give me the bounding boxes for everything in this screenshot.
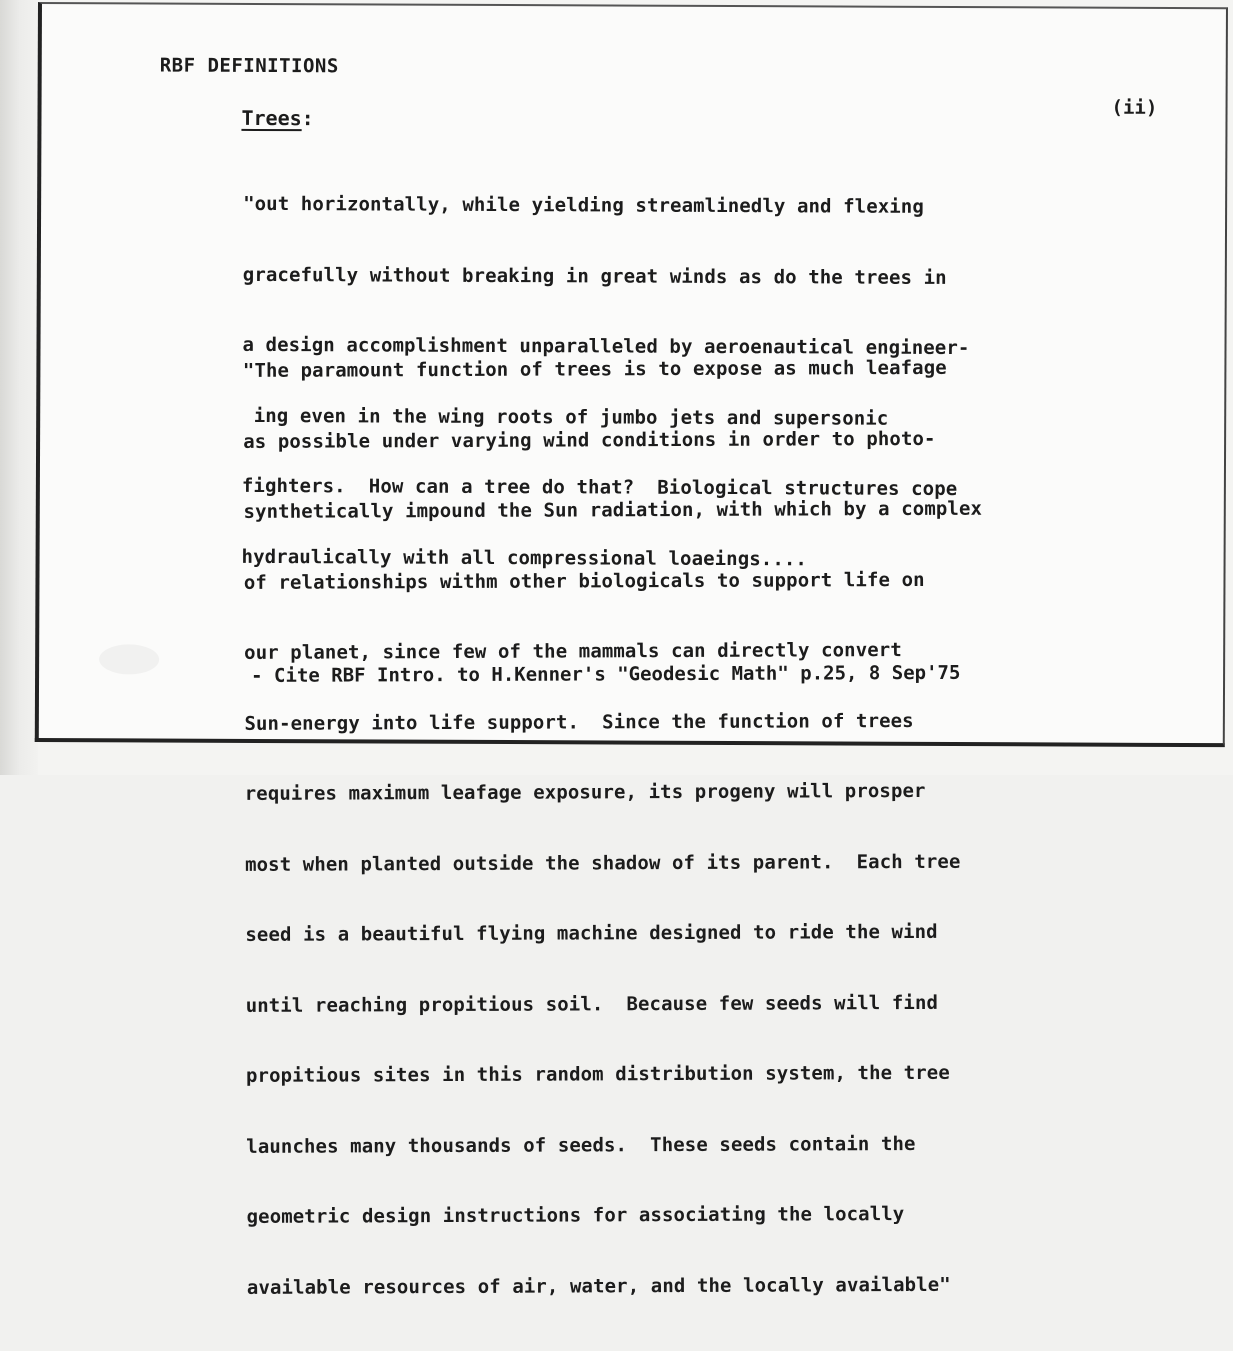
quote-paragraph-2 bbox=[243, 310, 986, 1347]
section-title bbox=[241, 106, 313, 130]
text-line: Sun-energy into life support. Since the function of trees bbox=[244, 709, 914, 735]
text-line: synthetically impound the Sun radiation, with which by a complex bbox=[243, 497, 983, 523]
text-line: of relationships withm other biologicals to support life on bbox=[243, 568, 925, 594]
text-line: as possible under varying wind conditions in order to photo- bbox=[243, 427, 936, 453]
text-line: most when planted outside the shadow of its parent. Each tree bbox=[245, 850, 961, 876]
text-line: until reaching propitious soil. Because few seeds will find bbox=[245, 991, 939, 1017]
section-title-colon: : bbox=[301, 106, 314, 131]
text-line: gracefully without breaking in great winds as do the trees in bbox=[242, 263, 947, 289]
text-line: propitious sites in this random distribution system, the tree bbox=[245, 1061, 950, 1087]
page-number: (ii) bbox=[1111, 96, 1158, 119]
text-line: our planet, since few of the mammals can directly convert bbox=[244, 639, 902, 664]
definition-card bbox=[35, 2, 1228, 1299]
section-title-text: Trees bbox=[241, 105, 302, 131]
text-line: seed is a beautiful flying machine designed to ride the wind bbox=[245, 920, 938, 946]
text-line: available resources of air, water, and the locally available" bbox=[246, 1273, 951, 1299]
citation: - Cite RBF Intro. to H.Kenner's "Geodesic Math" p.25, 8 Sep'75 bbox=[251, 661, 961, 687]
text-line: fighters. How can a tree do that? Biological structures cope bbox=[241, 474, 958, 501]
text-line: ing even in the wing roots of jumbo jets and supersonic bbox=[242, 404, 889, 430]
text-line: requires maximum leafage exposure, its progeny will prosper bbox=[244, 779, 926, 805]
text-line: launches many thousands of seeds. These seeds contain the bbox=[246, 1132, 916, 1158]
binding-margin bbox=[0, 0, 38, 775]
text-line: hydraulically with all compressional loaeings.... bbox=[241, 545, 808, 570]
text-line: "out horizontally, while yielding streamlinedly and flexing bbox=[243, 192, 924, 218]
text-line: "The paramount function of trees is to expose as much leafage bbox=[242, 356, 947, 382]
page-header: RBF DEFINITIONS bbox=[159, 54, 339, 78]
text-line: geometric design instructions for associating the locally bbox=[246, 1203, 905, 1228]
paper-smudge bbox=[99, 644, 159, 674]
text-line: a design accomplishment unparalleled by aeroenautical engineer- bbox=[242, 333, 970, 360]
